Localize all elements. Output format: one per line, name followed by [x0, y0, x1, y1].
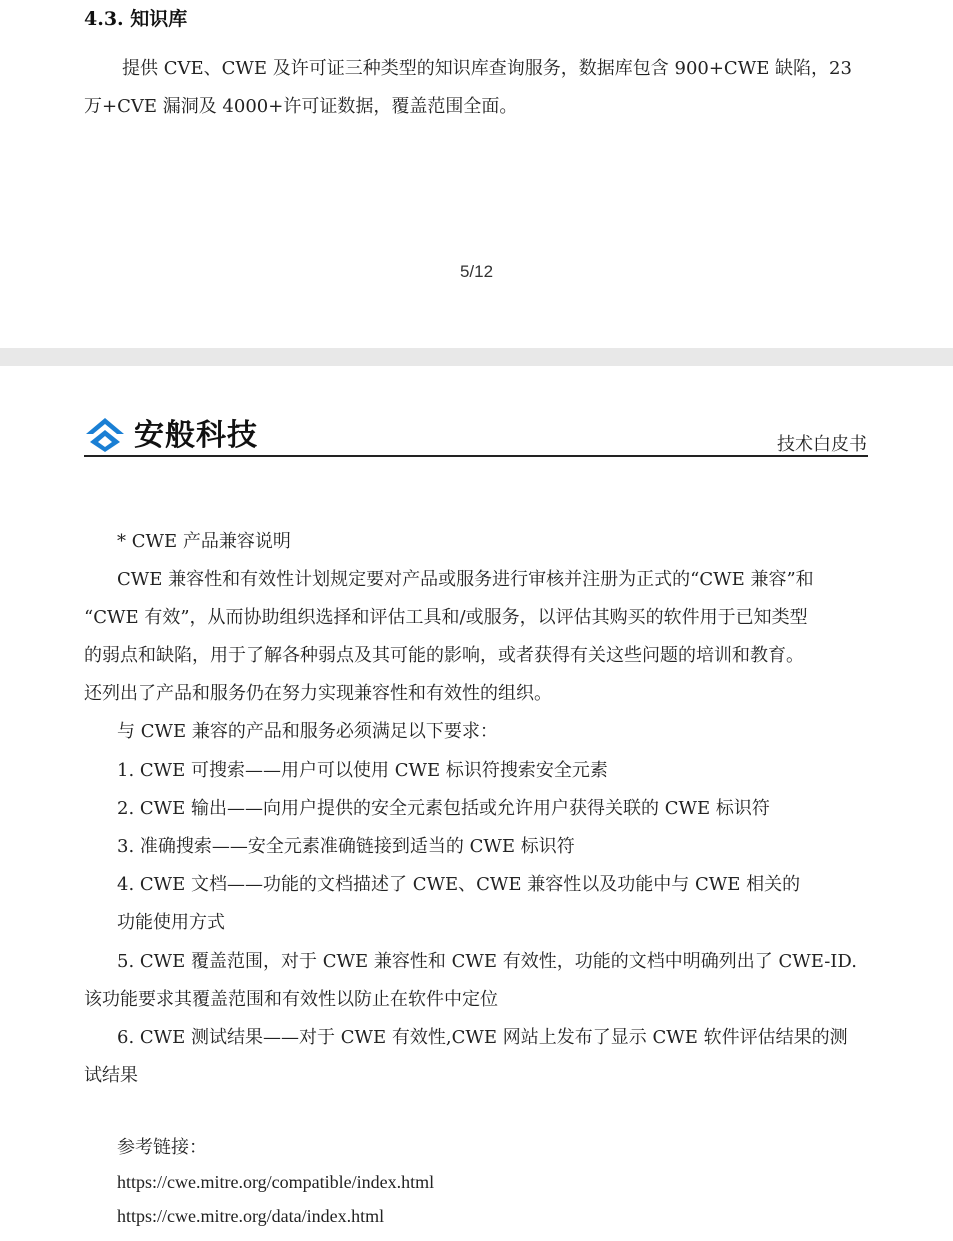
requirement-item: 3. 准确搜索——安全元素准确链接到适当的 CWE 标识符 [117, 836, 575, 857]
note-title: * CWE 产品兼容说明 [117, 531, 291, 552]
requirement-item: 2. CWE 输出——向用户提供的安全元素包括或允许用户获得关联的 CWE 标识符 [117, 798, 770, 819]
paragraph-line: 还列出了产品和服务仍在努力实现兼容性和有效性的组织。 [84, 683, 552, 704]
page-6 [0, 366, 953, 1241]
paragraph-line: CWE 兼容性和有效性计划规定要对产品或服务进行审核并注册为正式的“CWE 兼容”和 [117, 569, 814, 590]
company-logo [84, 410, 258, 454]
requirement-item: 5. CWE 覆盖范围，对于 CWE 兼容性和 CWE 有效性，功能的文档中明确列出了 CWE-ID. [117, 951, 857, 972]
requirement-item: 1. CWE 可搜索——用户可以使用 CWE 标识符搜索安全元素 [117, 760, 608, 781]
header-divider [84, 455, 868, 457]
paragraph-line: “CWE 有效”，从而协助组织选择和评估工具和/或服务，以评估其购买的软件用于已知类型 [84, 607, 808, 628]
references-title: 参考链接： [117, 1137, 207, 1158]
requirement-item-continued: 功能使用方式 [117, 912, 225, 933]
brand-name: 安般科技 [134, 418, 258, 453]
paragraph-line: 提供 CVE、CWE 及许可证三种类型的知识库查询服务，数据库包含 900+CWE 缺陷，23 [122, 58, 852, 79]
paragraph-line: 万+CVE 漏洞及 4000+许可证数据，覆盖范围全面。 [84, 96, 518, 117]
document-type: 技术白皮书 [777, 434, 867, 455]
paragraph-line: 的弱点和缺陷，用于了解各种弱点及其可能的影响，或者获得有关这些问题的培训和教育。 [84, 645, 804, 666]
page-number: 5/12 [459, 262, 494, 281]
section-title: 4.3. 知识库 [84, 8, 188, 30]
reference-link[interactable]: https://cwe.mitre.org/data/index.html [117, 1206, 385, 1226]
page-5 [0, 0, 953, 348]
requirements-intro: 与 CWE 兼容的产品和服务必须满足以下要求： [117, 721, 498, 742]
logo-icon [84, 412, 126, 452]
requirement-item-continued: 试结果 [84, 1065, 138, 1086]
reference-link[interactable]: https://cwe.mitre.org/compatible/index.html [117, 1172, 435, 1192]
requirement-item: 4. CWE 文档——功能的文档描述了 CWE、CWE 兼容性以及功能中与 CWE 相关的 [117, 874, 801, 895]
requirement-item: 6. CWE 测试结果——对于 CWE 有效性,CWE 网站上发布了显示 CWE 软件评估结果的测 [117, 1027, 848, 1048]
page-separator [0, 348, 953, 366]
requirement-item-continued: 该功能要求其覆盖范围和有效性以防止在软件中定位 [84, 989, 498, 1010]
